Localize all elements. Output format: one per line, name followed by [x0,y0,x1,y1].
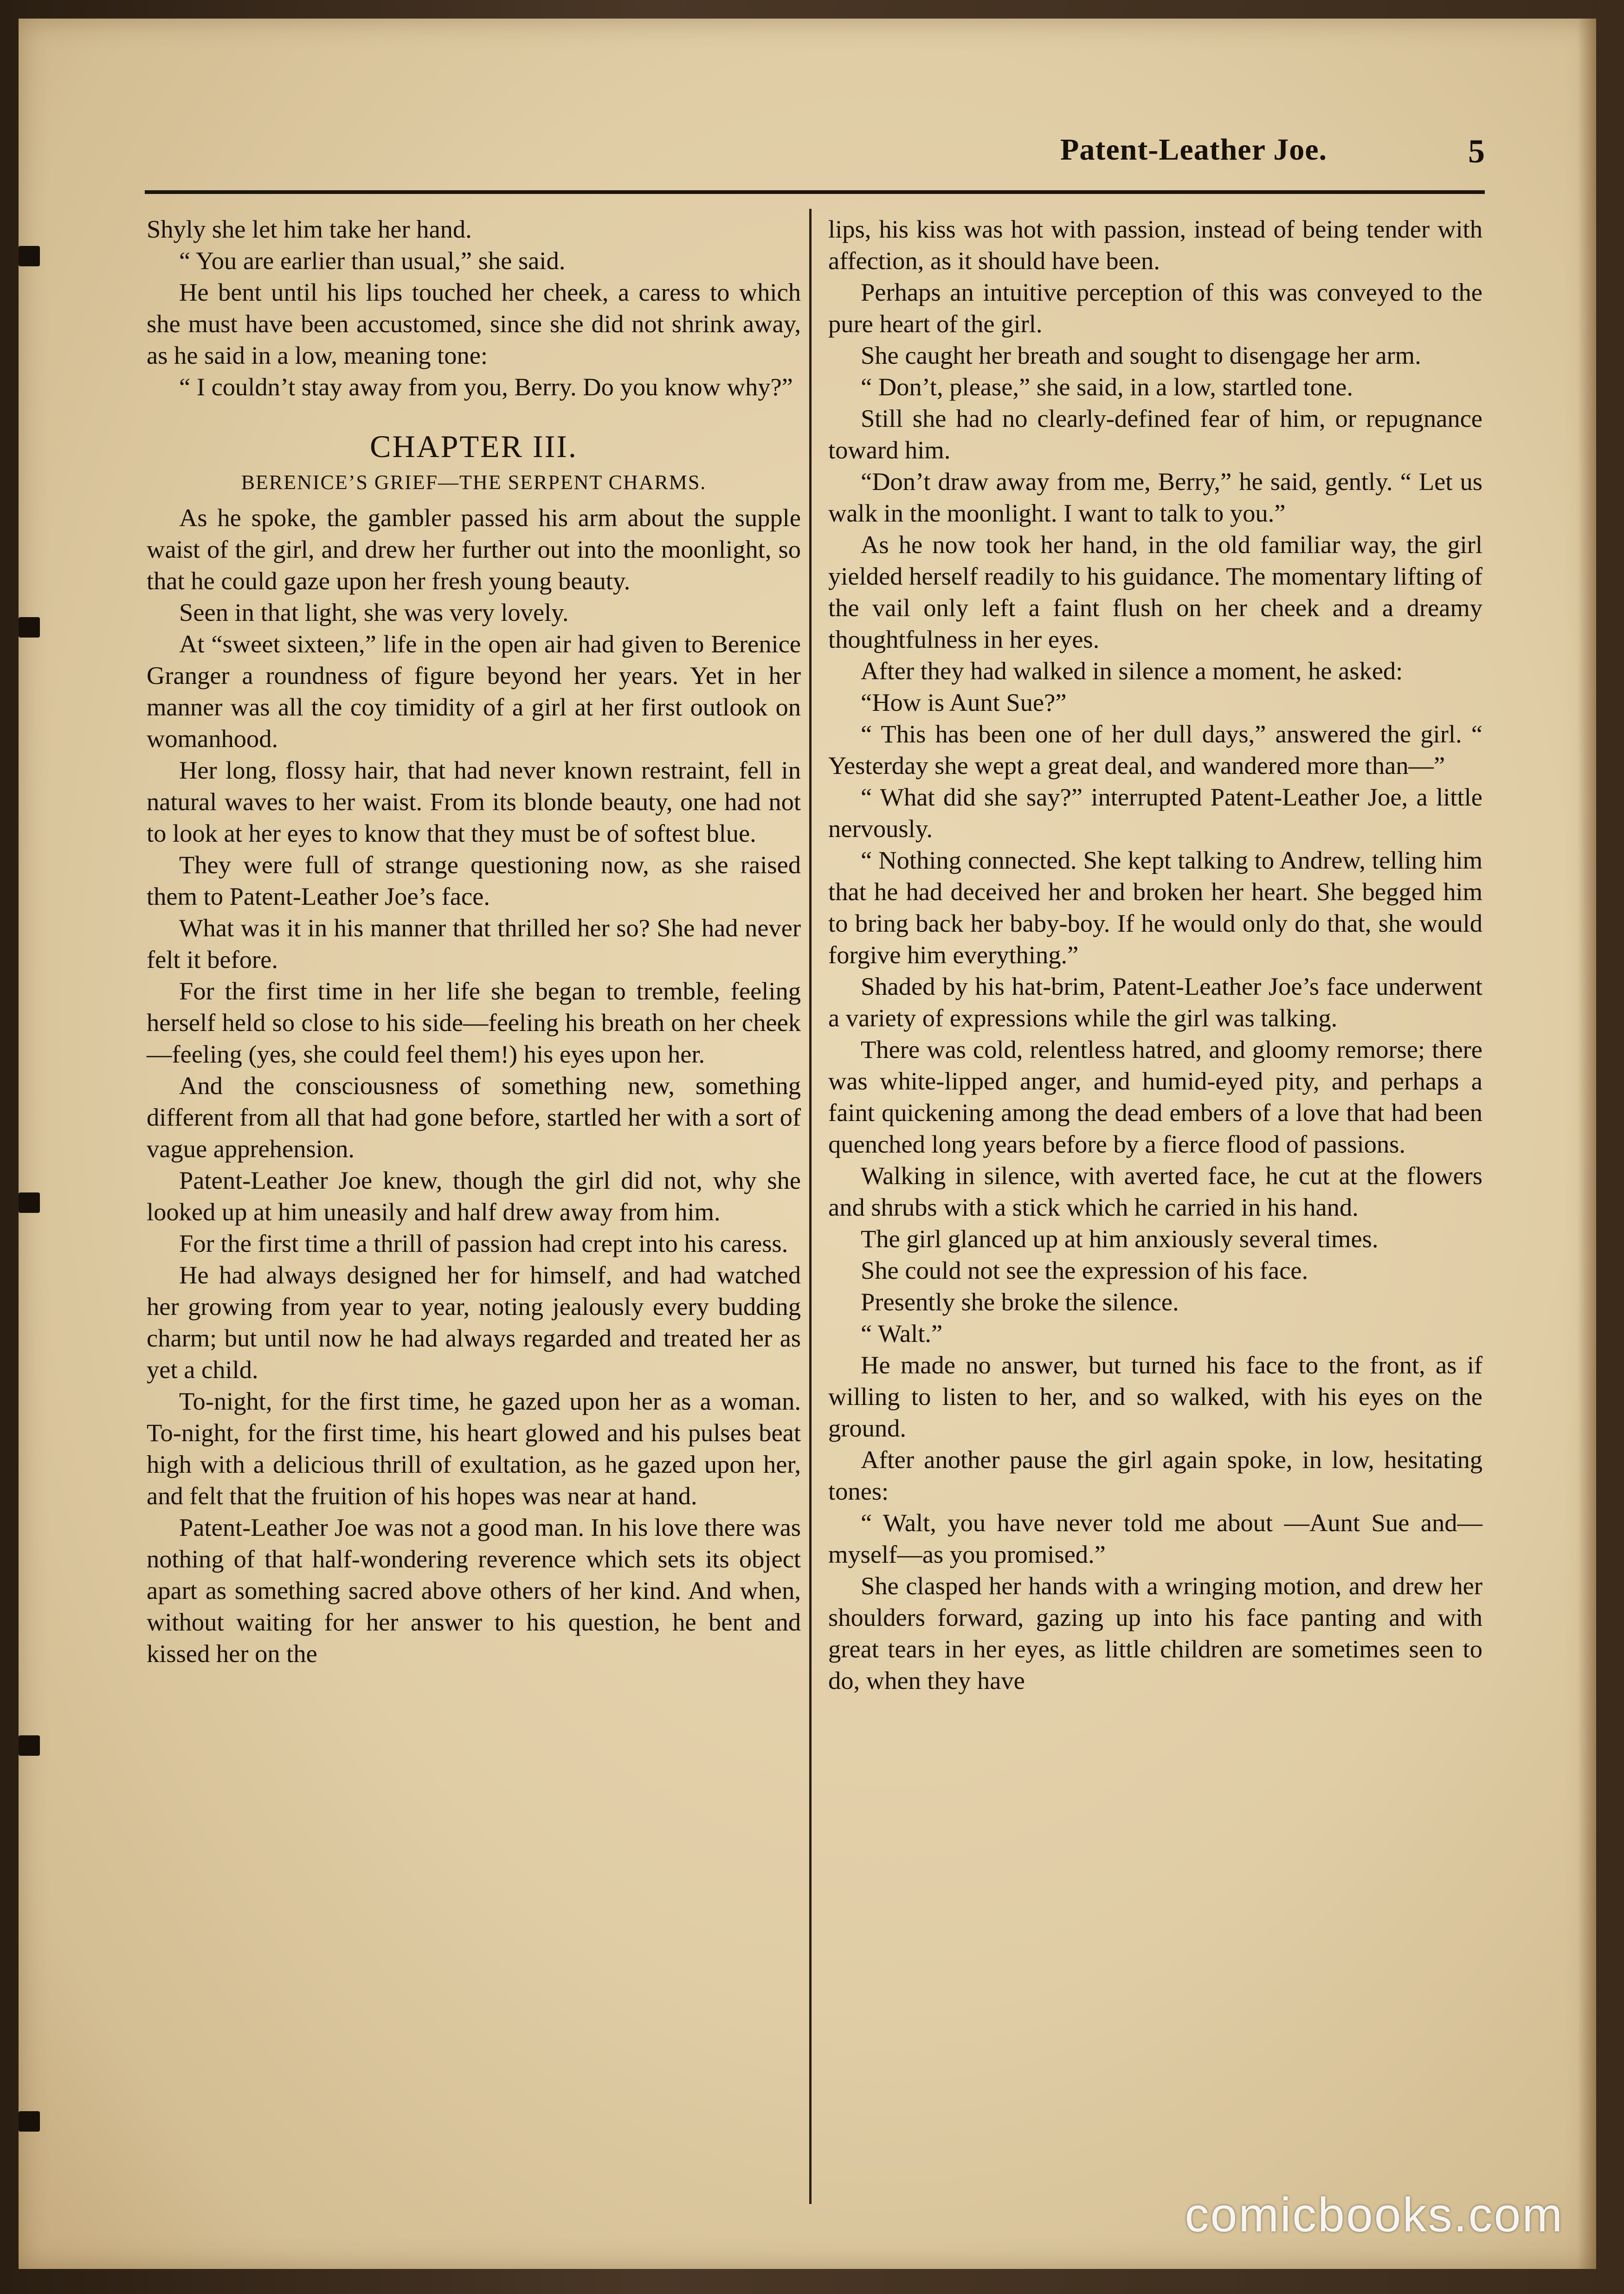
paragraph: Patent-Leather Joe was not a good man. In his love there was nothing of that half-wondering reverence which sets its object apart as something sacred above others of her kind. And when, without waiting for her answer to his question, he bent and kissed her on the [147,1513,801,1668]
left-column [147,213,801,1669]
paragraph: She clasped her hands with a wringing motion, and drew her shoulders forward, gazing up into his face panting and with great tears in her eyes, as little children are sometimes seen to do, when they have [828,1572,1482,1695]
paragraph: They were full of strange questioning now, as she raised them to Patent-Leather Joe’s face. [147,851,801,910]
paragraph: “ Walt, you have never told me about —Aunt Sue and—myself—as you promised.” [828,1508,1482,1568]
binding-stitch-mark [19,1192,40,1213]
paragraph: At “sweet sixteen,” life in the open air had given to Berenice Granger a roundness of figure beyond her years. Yet in her manner was all the coy timidity of a girl at her first outlook on womanhood. [147,630,801,753]
right-column [828,213,1482,1696]
paragraph: “ You are earlier than usual,” she said. [179,246,566,275]
page-header [145,132,1485,183]
paragraph: “ Nothing connected. She kept talking to Andrew, telling him that he had deceived her and broken her heart. She begged him to bring back her baby-boy. If he would only do that, she would forgive him everything.” [828,846,1482,969]
paragraph: “ Don’t, please,” she said, in a low, startled tone. [861,373,1353,401]
header-rule [145,190,1485,194]
paragraph: Presently she broke the silence. [861,1288,1179,1316]
paragraph: Her long, flossy hair, that had never known restraint, fell in natural waves to her waist. From its blonde beauty, one had not to look at her eyes to know that they must be of softest blue. [147,756,801,847]
paragraph: Patent-Leather Joe knew, though the girl did not, why she looked up at him uneasily and half drew away from him. [147,1166,801,1226]
paragraph: He had always designed her for himself, and had watched her growing from year to year, noting jealously every budding charm; but until now he had always regarded and treated her as yet a child. [147,1261,801,1384]
chapter-heading: CHAPTER III. [370,429,578,464]
paragraph: “How is Aunt Sue?” [861,688,1067,716]
binding-stitch-mark [19,2111,40,2132]
paragraph: “Don’t draw away from me, Berry,” he said, gently. “ Let us walk in the moonlight. I want to talk to you.” [828,467,1482,527]
paragraph: She caught her breath and sought to disengage her arm. [861,341,1421,369]
paragraph: There was cold, relentless hatred, and gloomy remorse; there was white-lipped anger, and humid-eyed pity, and perhaps a faint quickening among the dead embers of a love that had been quenched long years before by a fierce flood of passions. [828,1035,1482,1158]
site-watermark: comicbooks.com [1185,2188,1564,2242]
page-edge-shadow [1578,19,1596,2269]
paragraph: She could not see the expression of his face. [861,1256,1308,1284]
paragraph: Shaded by his hat-brim, Patent-Leather Joe’s face underwent a variety of expressions while the girl was talking. [828,972,1482,1032]
paragraph: After another pause the girl again spoke, in low, hesitating tones: [828,1445,1482,1505]
running-title: Patent-Leather Joe. [1060,133,1327,167]
paragraph: lips, his kiss was hot with passion, instead of being tender with affection, as it should have been. [828,215,1482,275]
paragraph: “ What did she say?” interrupted Patent-Leather Joe, a little nervously. [828,783,1482,843]
paragraph: He bent until his lips touched her cheek, a caress to which she must have been accustomed, since she did not shrink away, as he said in a low, meaning tone: [147,278,801,369]
paragraph: Still she had no clearly-defined fear of him, or repugnance toward him. [828,404,1482,464]
paragraph: He made no answer, but turned his face to the front, as if willing to listen to her, and so walked, with his eyes on the ground. [828,1351,1482,1442]
binding-stitch-mark [19,1735,40,1756]
paragraph: Walking in silence, with averted face, he cut at the flowers and shrubs with a stick which he carried in his hand. [828,1161,1482,1221]
paragraph: For the first time a thrill of passion had crept into his caress. [179,1229,788,1257]
paragraph: Seen in that light, she was very lovely. [179,598,569,626]
paragraph: After they had walked in silence a moment, he asked: [861,657,1403,685]
paragraph: “ I couldn’t stay away from you, Berry. Do you know why?” [179,373,793,401]
paragraph: “ Walt.” [861,1319,943,1347]
paragraph: For the first time in her life she began to tremble, feeling herself held so close to his side—feeling his breath on her cheek—feeling (yes, she could feel them!) his eyes upon her. [147,977,801,1068]
paragraph: The girl glanced up at him anxiously several times. [861,1224,1379,1253]
paragraph: “ This has been one of her dull days,” answered the girl. “ Yesterday she wept a great deal, and wandered more than—” [828,720,1482,780]
column-divider [809,209,812,2204]
binding-stitch-mark [19,617,40,638]
paragraph: And the consciousness of something new, something different from all that had gone before, startled her with a sort of vague apprehension. [147,1071,801,1163]
paragraph: Perhaps an intuitive perception of this was conveyed to the pure heart of the girl. [828,278,1482,338]
page-number: 5 [1468,133,1485,170]
paragraph: As he spoke, the gambler passed his arm about the supple waist of the girl, and drew her further out into the moonlight, so that he could gaze upon her fresh young beauty. [147,503,801,595]
paragraph: To-night, for the first time, he gazed upon her as a woman. To-night, for the first time, his heart glowed and his pulses beat high with a delicious thrill of exultation, as he gazed upon her, and felt that the fruition of his hopes was near at hand. [147,1387,801,1510]
paragraph: As he now took her hand, in the old familiar way, the girl yielded herself readily to his guidance. The momentary lifting of the vail only left a faint flush on her cheek and a dreamy thoughtfulness in her eyes. [828,530,1482,653]
binding-stitch-mark [19,246,40,266]
chapter-subtitle: BERENICE’S GRIEF—THE SERPENT CHARMS. [241,471,707,494]
paragraph: What was it in his manner that thrilled her so? She had never felt it before. [147,914,801,973]
paragraph: Shyly she let him take her hand. [147,215,472,243]
